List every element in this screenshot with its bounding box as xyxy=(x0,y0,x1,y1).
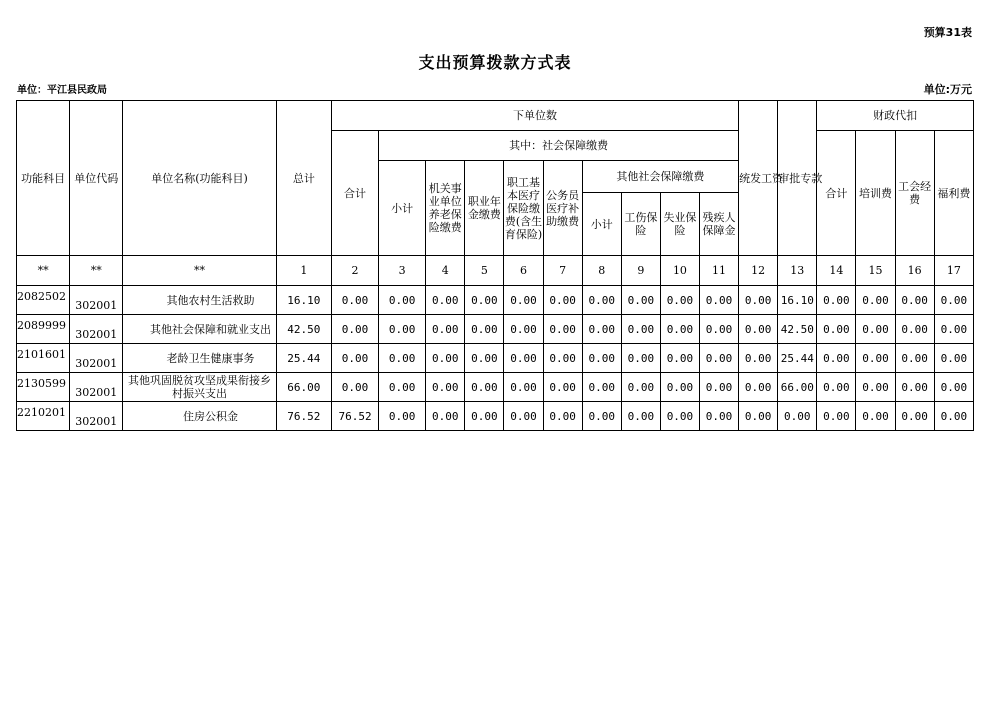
header-lower-sum: 合计 xyxy=(331,131,378,256)
value-cell: 0.00 xyxy=(582,373,621,402)
value-cell: 0.00 xyxy=(817,315,856,344)
index-cell: 8 xyxy=(582,256,621,286)
value-cell: 0.00 xyxy=(934,315,973,344)
func-code-cell: 2130599 xyxy=(17,373,70,402)
value-cell: 0.00 xyxy=(331,315,378,344)
index-cell: ** xyxy=(70,256,123,286)
unit-code-cell: 302001 xyxy=(70,315,123,344)
value-cell: 0.00 xyxy=(426,315,465,344)
header-unit-code: 单位代码 xyxy=(70,101,123,256)
value-cell: 0.00 xyxy=(543,402,582,431)
value-cell: 0.00 xyxy=(660,286,699,315)
value-cell: 0.00 xyxy=(660,402,699,431)
index-cell: 13 xyxy=(778,256,817,286)
header-medical: 职工基本医疗保险缴费(含生育保险) xyxy=(504,161,543,256)
unit-code-cell: 302001 xyxy=(70,373,123,402)
header-welfare: 福利费 xyxy=(934,131,973,256)
header-ss-subtotal: 小计 xyxy=(379,161,426,256)
index-cell: ** xyxy=(123,256,276,286)
value-cell: 0.00 xyxy=(700,373,739,402)
unit-label: 单位：平江县民政局 xyxy=(17,85,107,96)
value-cell: 0.00 xyxy=(543,286,582,315)
value-cell: 0.00 xyxy=(660,315,699,344)
value-cell: 0.00 xyxy=(621,286,660,315)
header-social-security: 其中：社会保障缴费 xyxy=(379,131,739,161)
index-cell: 17 xyxy=(934,256,973,286)
index-cell: 3 xyxy=(379,256,426,286)
index-cell: 15 xyxy=(856,256,895,286)
value-cell: 0.00 xyxy=(895,373,934,402)
value-cell: 0.00 xyxy=(426,402,465,431)
value-cell: 0.00 xyxy=(331,373,378,402)
value-cell: 66.00 xyxy=(276,373,331,402)
value-cell: 16.10 xyxy=(778,286,817,315)
index-cell: 6 xyxy=(504,256,543,286)
index-cell: 4 xyxy=(426,256,465,286)
header-disabled: 残疾人保障金 xyxy=(700,193,739,256)
value-cell: 0.00 xyxy=(426,344,465,373)
currency-unit-label: 单位:万元 xyxy=(923,83,972,96)
value-cell: 25.44 xyxy=(778,344,817,373)
index-cell: 2 xyxy=(331,256,378,286)
value-cell: 0.00 xyxy=(426,286,465,315)
header-unemployment: 失业保险 xyxy=(660,193,699,256)
value-cell: 0.00 xyxy=(426,373,465,402)
value-cell: 0.00 xyxy=(739,315,778,344)
header-func-subject: 功能科目 xyxy=(17,101,70,256)
value-cell: 0.00 xyxy=(621,402,660,431)
header-unified-wage: 统发工资 xyxy=(739,101,778,256)
value-cell: 0.00 xyxy=(934,402,973,431)
value-cell: 0.00 xyxy=(543,373,582,402)
header-union-fee: 工会经费 xyxy=(895,131,934,256)
header-approved-special: 审批专款 xyxy=(778,101,817,256)
header-lower-units: 下单位数 xyxy=(331,101,738,131)
header-unit-name: 单位名称(功能科目) xyxy=(123,101,276,256)
unit-name-cell: 其他巩固脱贫攻坚成果衔接乡村振兴支出 xyxy=(123,373,276,402)
value-cell: 0.00 xyxy=(817,402,856,431)
value-cell: 0.00 xyxy=(465,402,504,431)
header-other-subtotal: 小计 xyxy=(582,193,621,256)
value-cell: 0.00 xyxy=(660,373,699,402)
value-cell: 0.00 xyxy=(895,344,934,373)
unit-code-cell: 302001 xyxy=(70,344,123,373)
value-cell: 0.00 xyxy=(934,344,973,373)
table-row xyxy=(17,315,974,344)
value-cell: 0.00 xyxy=(660,344,699,373)
value-cell: 0.00 xyxy=(379,402,426,431)
value-cell: 0.00 xyxy=(700,344,739,373)
table-row xyxy=(17,373,974,402)
unit-name-cell: 其他社会保障和就业支出 xyxy=(123,315,276,344)
table-row xyxy=(17,344,974,373)
value-cell: 42.50 xyxy=(276,315,331,344)
index-cell: 11 xyxy=(700,256,739,286)
value-cell: 0.00 xyxy=(504,286,543,315)
header-annuity: 职业年金缴费 xyxy=(465,161,504,256)
header-total: 总计 xyxy=(276,101,331,256)
value-cell: 0.00 xyxy=(379,373,426,402)
value-cell: 0.00 xyxy=(817,344,856,373)
index-cell: 5 xyxy=(465,256,504,286)
unit-code-cell: 302001 xyxy=(70,402,123,431)
header-injury: 工伤保险 xyxy=(621,193,660,256)
value-cell: 0.00 xyxy=(582,402,621,431)
index-cell: 14 xyxy=(817,256,856,286)
func-code-cell: 2101601 xyxy=(17,344,70,373)
value-cell: 0.00 xyxy=(739,344,778,373)
value-cell: 66.00 xyxy=(778,373,817,402)
value-cell: 0.00 xyxy=(582,315,621,344)
value-cell: 0.00 xyxy=(621,315,660,344)
value-cell: 0.00 xyxy=(895,315,934,344)
value-cell: 0.00 xyxy=(856,315,895,344)
value-cell: 25.44 xyxy=(276,344,331,373)
value-cell: 0.00 xyxy=(856,402,895,431)
value-cell: 0.00 xyxy=(739,286,778,315)
value-cell: 0.00 xyxy=(582,344,621,373)
index-cell: 12 xyxy=(739,256,778,286)
table-row xyxy=(17,402,974,431)
budget-table xyxy=(16,100,974,431)
unit-code-cell: 302001 xyxy=(70,286,123,315)
func-code-cell: 2082502 xyxy=(17,286,70,315)
value-cell: 0.00 xyxy=(817,286,856,315)
value-cell: 0.00 xyxy=(621,373,660,402)
value-cell: 0.00 xyxy=(331,286,378,315)
header-pension: 机关事业单位养老保险缴费 xyxy=(426,161,465,256)
value-cell: 0.00 xyxy=(465,286,504,315)
header-civil-medical: 公务员医疗补助缴费 xyxy=(543,161,582,256)
header-fiscal-deduct: 财政代扣 xyxy=(817,101,974,131)
value-cell: 0.00 xyxy=(379,344,426,373)
index-cell: ** xyxy=(17,256,70,286)
value-cell: 0.00 xyxy=(465,344,504,373)
value-cell: 0.00 xyxy=(379,315,426,344)
unit-name-cell: 老龄卫生健康事务 xyxy=(123,344,276,373)
value-cell: 0.00 xyxy=(856,373,895,402)
value-cell: 0.00 xyxy=(465,373,504,402)
header-training: 培训费 xyxy=(856,131,895,256)
value-cell: 0.00 xyxy=(379,286,426,315)
value-cell: 0.00 xyxy=(700,315,739,344)
index-cell: 7 xyxy=(543,256,582,286)
value-cell: 0.00 xyxy=(504,402,543,431)
table-number: 预算31表 xyxy=(923,26,972,39)
func-code-cell: 2210201 xyxy=(17,402,70,431)
value-cell: 0.00 xyxy=(331,344,378,373)
index-row xyxy=(17,256,974,286)
value-cell: 42.50 xyxy=(778,315,817,344)
index-cell: 1 xyxy=(276,256,331,286)
value-cell: 0.00 xyxy=(700,286,739,315)
value-cell: 0.00 xyxy=(778,402,817,431)
value-cell: 0.00 xyxy=(621,344,660,373)
index-cell: 10 xyxy=(660,256,699,286)
value-cell: 0.00 xyxy=(817,373,856,402)
value-cell: 0.00 xyxy=(739,373,778,402)
index-cell: 9 xyxy=(621,256,660,286)
value-cell: 0.00 xyxy=(504,373,543,402)
unit-name-cell: 住房公积金 xyxy=(123,402,276,431)
value-cell: 0.00 xyxy=(504,344,543,373)
page-title: 支出预算拨款方式表 xyxy=(418,53,572,72)
value-cell: 76.52 xyxy=(276,402,331,431)
value-cell: 0.00 xyxy=(934,286,973,315)
header-other-ss: 其他社会保障缴费 xyxy=(582,161,738,193)
value-cell: 0.00 xyxy=(895,402,934,431)
value-cell: 0.00 xyxy=(856,344,895,373)
value-cell: 0.00 xyxy=(934,373,973,402)
value-cell: 0.00 xyxy=(895,286,934,315)
value-cell: 0.00 xyxy=(856,286,895,315)
table-row xyxy=(17,286,974,315)
value-cell: 0.00 xyxy=(543,344,582,373)
func-code-cell: 2089999 xyxy=(17,315,70,344)
value-cell: 0.00 xyxy=(582,286,621,315)
unit-name-cell: 其他农村生活救助 xyxy=(123,286,276,315)
value-cell: 0.00 xyxy=(700,402,739,431)
value-cell: 16.10 xyxy=(276,286,331,315)
value-cell: 76.52 xyxy=(331,402,378,431)
value-cell: 0.00 xyxy=(543,315,582,344)
header-fd-total: 合计 xyxy=(817,131,856,256)
value-cell: 0.00 xyxy=(504,315,543,344)
value-cell: 0.00 xyxy=(739,402,778,431)
index-cell: 16 xyxy=(895,256,934,286)
value-cell: 0.00 xyxy=(465,315,504,344)
